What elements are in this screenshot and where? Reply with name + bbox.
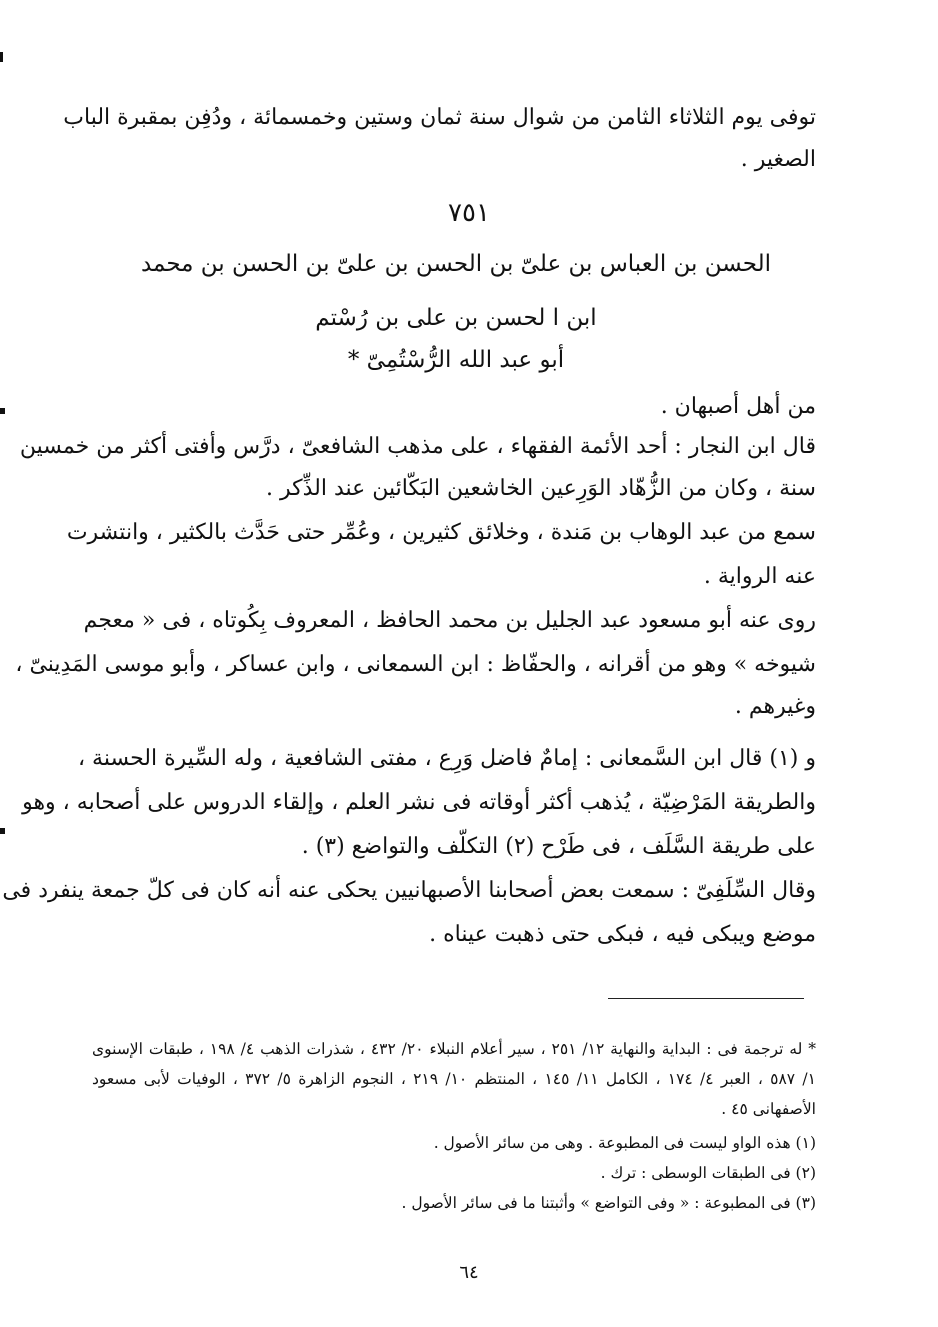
page-number: ٦٤ <box>459 1262 479 1283</box>
body-line: من أهل أصبهان . <box>660 394 816 419</box>
body-line: عنه الرواية . <box>703 564 816 589</box>
footnote-1: (١) هذه الواو ليست فى المطبوعة . وهى من سائر الأصول . <box>433 1134 816 1152</box>
intro-line-1: توفى يوم الثلاثاء الثامن من شوال سنة ثمان وستين وخمسمائة ، ودُفِن بمقبرة الباب <box>63 105 816 130</box>
body-line: موضع ويبكى فيه ، فبكى حتى ذهبت عيناه . <box>429 922 816 947</box>
margin-mark-middle <box>0 408 5 414</box>
footnote-star-line: * له ترجمة فى : البداية والنهاية ١٢/ ٢٥١ ، سير أعلام النبلاء ٢٠/ ٤٣٢ ، شذرات الذهب ٤/ ١٩٨ ، طبقات الإسنوى <box>92 1040 816 1058</box>
intro-line-2: الصغير . <box>740 147 816 172</box>
body-line: وقال السِّلَفِىّ : سمعت بعض أصحابنا الأصبهانيين يحكى عنه أنه كان فى كلّ جمعة ينفرد فى <box>2 878 816 903</box>
footnote-star-line: ١/ ٥٨٧ ، العبر ٤/ ١٧٤ ، الكامل ١١/ ١٤٥ ، المنتظم ١٠/ ٢١٩ ، النجوم الزاهرة ٥/ ٣٧٢ ، الوفيات لأبى مسعود <box>92 1070 816 1088</box>
body-line: شيوخه » وهو من أقرانه ، والحفّاظ : ابن السمعانى ، وابن عساكر ، وأبو موسى المَدِينىّ ، <box>15 652 816 677</box>
entry-name-line-2: ابن ا لحسن بن على بن رُسْتم <box>315 305 597 331</box>
entry-number: ٧٥١ <box>448 198 490 228</box>
body-line: على طريقة السَّلَف ، فى طَرْح (٢) التكلّف والتواضع (٣) . <box>301 834 816 859</box>
footnote-3: (٣) فى المطبوعة : « وفى التواضع » وأثبتنا ما فى سائر الأصول . <box>401 1194 816 1212</box>
footnote-separator <box>608 998 804 999</box>
margin-mark-lower <box>0 828 5 834</box>
footnote-star-line: الأصفهانى ٤٥ . <box>721 1100 816 1118</box>
body-line: والطريقة المَرْضِيّة ، يُذهب أكثر أوقاته فى نشر العلم ، وإلقاء الدروس على أصحابه ، وهو <box>22 790 816 815</box>
body-line: وغيرهم . <box>734 694 816 719</box>
margin-mark-top <box>0 52 3 62</box>
body-line: سمع من عبد الوهاب بن مَندة ، وخلائق كثيرين ، وعُمِّر حتى حَدَّث بالكثير ، وانتشرت <box>66 520 816 545</box>
body-line: قال ابن النجار : أحد الأئمة الفقهاء ، على مذهب الشافعىّ ، درَّس وأفتى أكثر من خمسين <box>19 434 816 459</box>
footnote-2: (٢) فى الطبقات الوسطى : ترك . <box>600 1164 816 1182</box>
body-line: روى عنه أبو مسعود عبد الجليل بن محمد الحافظ ، المعروف بِكُوتاه ، فى « معجم <box>83 608 816 633</box>
body-line: سنة ، وكان من الزُّهّاد الوَرِعين الخاشعين البَكّائين عند الذِّكر . <box>265 476 816 501</box>
intro-paragraph <box>63 103 816 173</box>
entry-name-line-3: أبو عبد الله الرُّسْتُمِىّ * <box>347 347 565 373</box>
body-line: و (١) قال ابن السَّمعانى : إمامٌ فاضل وَرِع ، مفتى الشافعية ، وله السِّيرة الحسنة ، <box>77 746 816 771</box>
entry-name-line-1: الحسن بن العباس بن علىّ بن الحسن بن علىّ بن الحسن بن محمد <box>140 251 772 277</box>
body-text <box>2 392 816 952</box>
